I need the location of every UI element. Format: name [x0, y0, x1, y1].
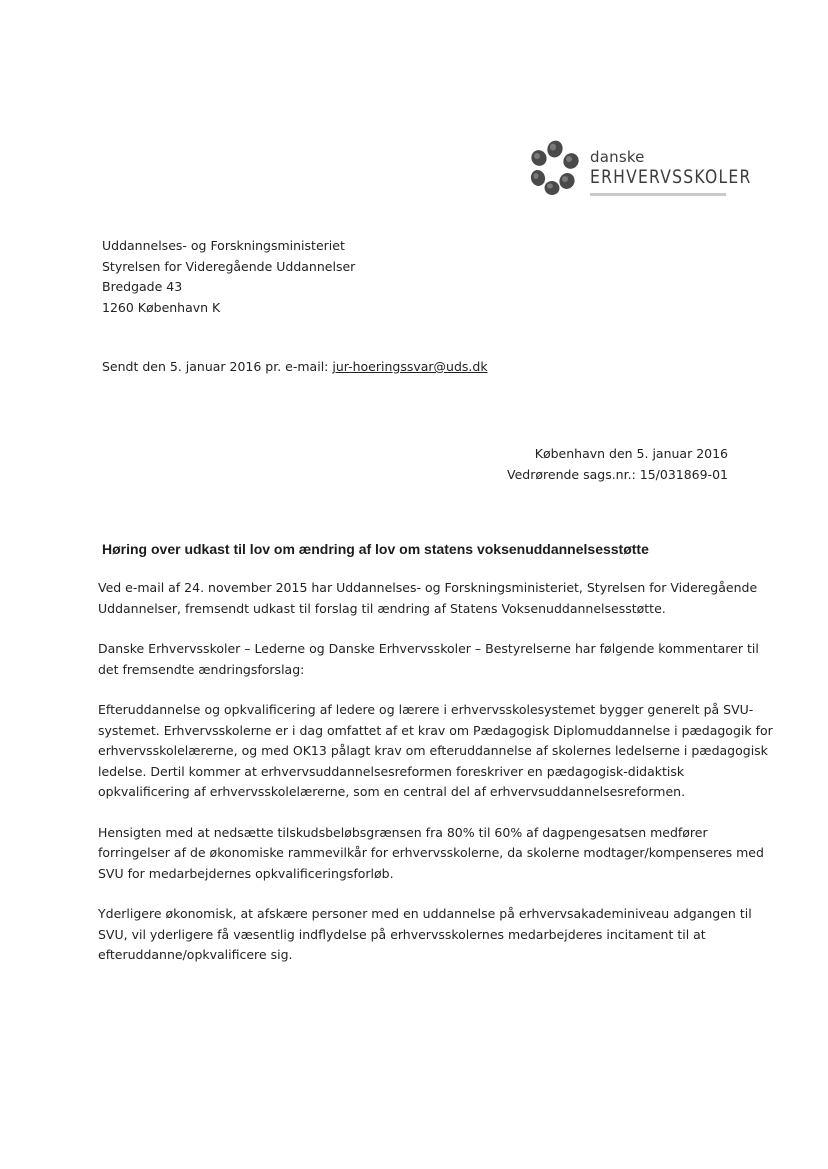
- address-line: Bredgade 43: [102, 279, 183, 294]
- paragraph-line: SVU for medarbejdernes opkvalificeringsforløb.: [98, 865, 394, 881]
- paragraph-line: Hensigten med at nedsætte tilskudsbeløbsgrænsen fra 80% til 60% af dagpengesatsen medfører: [98, 824, 708, 840]
- paragraph-line: ledelse. Dertil kommer at erhvervsuddannelsesreformen foreskriver en pædagogisk-didaktisk: [98, 763, 685, 779]
- sent-prefix: Sendt den 5. januar 2016 pr. e-mail:: [102, 359, 333, 374]
- paragraph-line: forringelser af de økonomiske rammevilkår for erhvervsskolerne, da skolerne modtager/kompenseres med: [98, 845, 764, 860]
- paragraph-line: Efteruddannelse og opkvalificering af ledere og lærere i erhvervsskolesystemet bygger generelt på SVU-: [98, 702, 754, 717]
- paragraph-line: opkvalificering af erhvervsskolelærerne, som en central del af erhvervsuddannelsesreformen.: [98, 784, 686, 799]
- sent-line: [102, 359, 488, 374]
- paragraph-line: Danske Erhvervsskoler – Lederne og Danske Erhvervsskoler – Bestyrelserne har følgende kommentarer til: [98, 641, 759, 656]
- paragraph-line: Yderligere økonomisk, at afskære personer med en uddannelse på erhvervsakademiniveau adgangen til: [98, 906, 752, 921]
- logo-underline: [590, 193, 726, 196]
- paragraph-line: Ved e-mail af 24. november 2015 har Uddannelses- og Forskningsministeriet, Styrelsen for Videregående: [98, 580, 758, 595]
- case-reference: Vedrørende sags.nr.: 15/031869-01: [507, 467, 728, 482]
- flower-logo-icon: [526, 140, 584, 196]
- paragraph-line: SVU, vil yderligere få væsentlig indflydelse på erhvervsskolernes medarbejderes incitament til at: [98, 926, 706, 942]
- date-block: [507, 443, 728, 485]
- paragraph: [98, 578, 758, 619]
- paragraph: [98, 639, 759, 680]
- danske-erhvervsskoler-logo: [526, 140, 752, 200]
- logo-text-danske: danske: [590, 148, 645, 166]
- logo-text-erhvervsskoler: ERHVERVSSKOLER: [590, 166, 752, 188]
- email-link[interactable]: jur-hoeringssvar@uds.dk: [332, 359, 488, 374]
- letter-body: [98, 578, 773, 986]
- paragraph-line: erhvervsskolelærerne, og med OK13 pålagt krav om efteruddannelse af skolernes ledelserne i pædagogisk: [98, 743, 768, 758]
- paragraph: [98, 700, 773, 803]
- address-line: Uddannelses- og Forskningsministeriet: [102, 238, 345, 253]
- paragraph-line: efteruddanne/opkvalificere sig.: [98, 947, 293, 962]
- paragraph: [98, 904, 752, 966]
- letter-heading: Høring over udkast til lov om ændring af lov om statens voksenuddannelsesstøtte: [102, 541, 649, 557]
- recipient-address: [102, 236, 355, 318]
- paragraph: [98, 823, 764, 885]
- address-line: Styrelsen for Videregående Uddannelser: [102, 258, 356, 274]
- address-line: 1260 København K: [102, 299, 221, 315]
- place-date: København den 5. januar 2016: [534, 446, 728, 461]
- paragraph-line: systemet. Erhvervsskolerne er i dag omfattet af et krav om Pædagogisk Diplomuddannelse i pædagogik for: [98, 722, 773, 738]
- paragraph-line: Uddannelser, fremsendt udkast til forslag til ændring af Statens Voksenuddannelsesstøtte.: [98, 600, 666, 616]
- paragraph-line: det fremsendte ændringsforslag:: [98, 661, 305, 677]
